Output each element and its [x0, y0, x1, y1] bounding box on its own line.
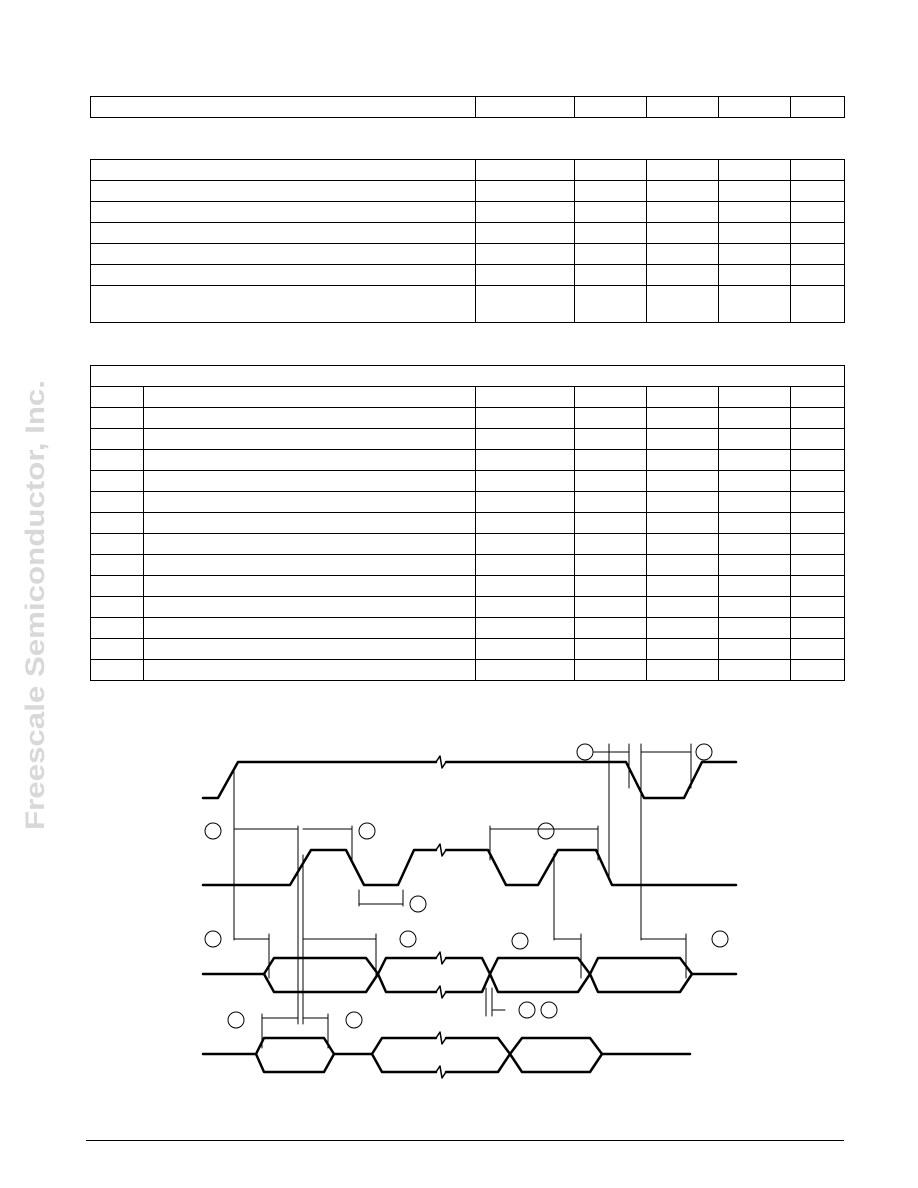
table-row	[91, 450, 845, 471]
timing-diagram	[195, 735, 745, 1085]
table-row	[91, 223, 845, 244]
table-row	[91, 534, 845, 555]
table-row	[91, 429, 845, 450]
waveform-signal-1	[203, 756, 736, 798]
table-row	[91, 408, 845, 429]
table-row	[91, 639, 845, 660]
waveform-signal-2	[203, 844, 736, 885]
timing-reference-lines	[234, 744, 691, 1048]
table-title-row	[91, 366, 845, 387]
table-row	[91, 618, 845, 639]
waveform-bus-1	[203, 952, 736, 998]
table-row	[91, 202, 845, 223]
spec-table-1	[90, 96, 845, 118]
table-row	[91, 597, 845, 618]
waveform-bus-2	[203, 1032, 690, 1078]
table-row	[91, 492, 845, 513]
table-header-row	[91, 160, 845, 181]
watermark-text: Freescale Semiconductor, Inc.	[20, 441, 50, 830]
table-row	[91, 286, 845, 323]
table-row	[91, 181, 845, 202]
table-row	[91, 265, 845, 286]
spec-table-2	[90, 159, 845, 323]
table-row	[91, 555, 845, 576]
table-row	[91, 97, 845, 118]
table-row	[91, 471, 845, 492]
footer-rule	[86, 1140, 844, 1141]
table-header-row	[91, 387, 845, 408]
table-row	[91, 244, 845, 265]
table-row	[91, 576, 845, 597]
freescale-watermark	[12, 380, 52, 830]
spec-table-3	[90, 365, 845, 681]
table-row	[91, 513, 845, 534]
table-row	[91, 660, 845, 681]
